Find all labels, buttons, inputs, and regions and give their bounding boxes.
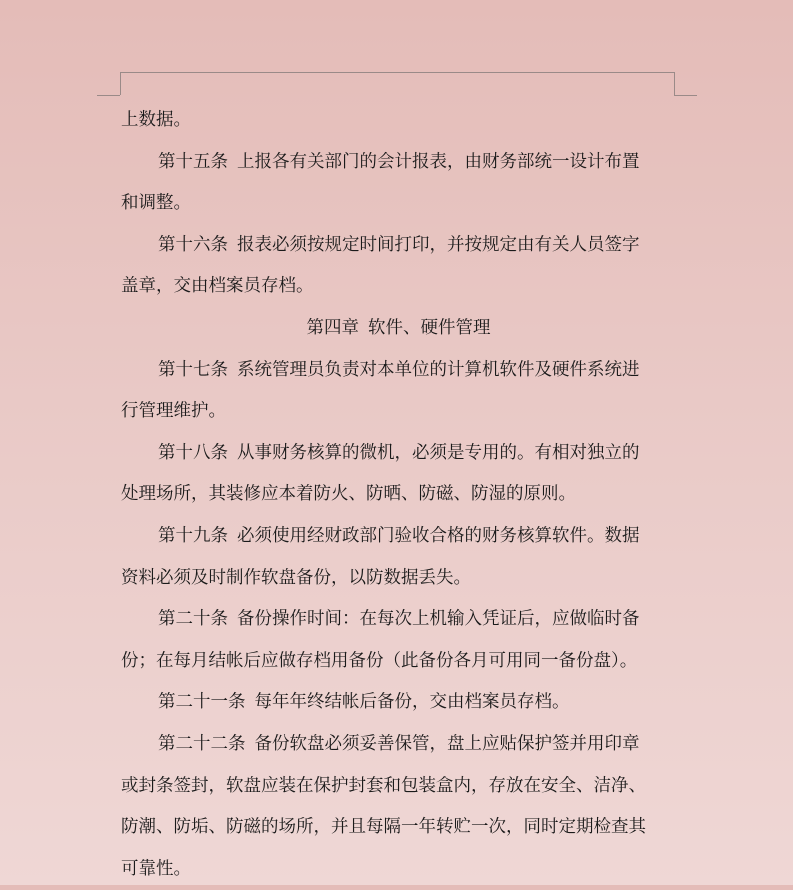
article-15-line: [121, 142, 676, 184]
text-line: [121, 641, 676, 683]
text-line: [121, 474, 676, 516]
line-text: 份；在每月结帐后应做存档用备份（此备份各月可用同一备份盘）。: [121, 650, 638, 671]
chapter-label: 第四章: [306, 317, 359, 338]
article-17-line: [121, 350, 676, 392]
line-text: 盖章，交由档案员存档。: [121, 276, 314, 297]
article-label: 第十五条: [158, 151, 228, 172]
article-label: 第二十条: [158, 609, 228, 630]
crop-mark-top-right-horizontal: [674, 95, 697, 96]
line-text: 防潮、防垢、防磁的场所，并且每隔一年转贮一次，同时定期检查其: [121, 817, 646, 838]
text-line: [121, 183, 676, 225]
crop-mark-top-right-vertical: [674, 72, 675, 95]
text-line: [121, 266, 676, 308]
crop-mark-top-left-horizontal: [97, 95, 120, 96]
article-21-line: [121, 682, 676, 724]
line-text: 必须使用经财政部门验收合格的财务核算软件。数据: [237, 525, 640, 546]
article-16-line: [121, 225, 676, 267]
article-label: 第十六条: [158, 234, 228, 255]
article-18-line: [121, 433, 676, 475]
text-line: [121, 807, 676, 849]
article-label: 第十九条: [158, 525, 228, 546]
line-text: 备份操作时间：在每次上机输入凭证后，应做临时备: [237, 609, 640, 630]
article-label: 第十八条: [158, 442, 228, 463]
article-label: 第二十二条: [158, 733, 246, 754]
document-body[interactable]: [121, 100, 676, 890]
text-line: [121, 391, 676, 433]
line-text: 从事财务核算的微机，必须是专用的。有相对独立的: [237, 442, 640, 463]
line-text: 处理场所，其装修应本着防火、防晒、防磁、防湿的原则。: [121, 484, 576, 505]
chapter-title: 软件、硬件管理: [368, 317, 491, 338]
crop-mark-top-left-vertical: [120, 72, 121, 95]
text-line: [121, 849, 676, 890]
page-top-edge: [120, 72, 674, 73]
text-line: [121, 558, 676, 600]
article-19-line: [121, 516, 676, 558]
text-line: [121, 766, 676, 808]
line-text: 系统管理员负责对本单位的计算机软件及硬件系统进: [237, 359, 640, 380]
article-20-line: [121, 599, 676, 641]
line-text: 和调整。: [121, 193, 191, 214]
line-text: 资料必须及时制作软盘备份，以防数据丢失。: [121, 567, 471, 588]
line-text: 报表必须按规定时间打印，并按规定由有关人员签字: [237, 234, 640, 255]
line-text: 可靠性。: [121, 858, 191, 879]
line-text: 或封条签封，软盘应装在保护封套和包装盒内，存放在安全、洁净、: [121, 775, 646, 796]
line-text: 上报各有关部门的会计报表，由财务部统一设计布置: [237, 151, 640, 172]
text-line: [121, 100, 676, 142]
line-text: 每年年终结帐后备份，交由档案员存档。: [254, 692, 570, 713]
line-text: 备份软盘必须妥善保管，盘上应贴保护签并用印章: [254, 733, 640, 754]
article-22-line: [121, 724, 676, 766]
article-label: 第十七条: [158, 359, 228, 380]
article-label: 第二十一条: [158, 692, 246, 713]
chapter-heading: [121, 308, 676, 350]
line-text: 上数据。: [121, 110, 191, 130]
line-text: 行管理维护。: [121, 401, 226, 422]
